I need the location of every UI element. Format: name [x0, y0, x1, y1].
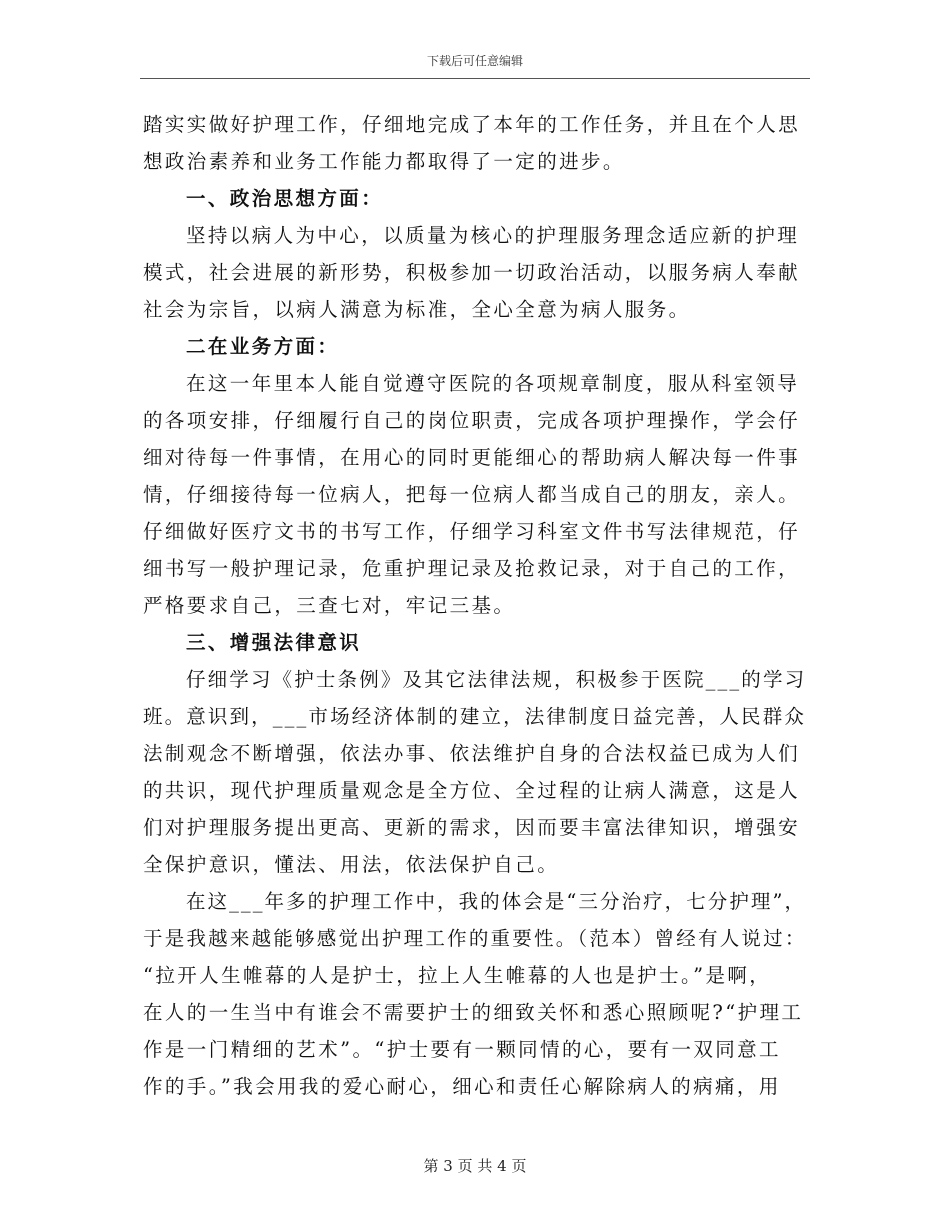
body-text-line: 情，仔细接待每一位病人，把每一位病人都当成自己的朋友，亲人。: [143, 483, 801, 506]
body-text-line: 法制观念不断增强，依法办事、依法维护自身的合法权益已成为人们: [143, 742, 801, 765]
body-text-line: 作是一门精细的艺术”。“护士要有一颗同情的心，要有一双同意工: [143, 1038, 781, 1061]
body-text-line: 班。意识到，___市场经济体制的建立，法律制度日益完善，人民群众: [143, 705, 806, 728]
section-heading: 二在业务方面：: [186, 335, 340, 358]
section-heading: 一、政治思想方面：: [186, 187, 384, 210]
section-heading: 三、增强法律意识: [186, 631, 362, 654]
body-text-line: 仔细做好医疗文书的书写工作，仔细学习科室文件书写法律规范，仔: [143, 520, 801, 543]
body-text-line: 全保护意识，懂法、用法，依法保护自己。: [143, 853, 560, 876]
page-footer: 第 3 页 共 4 页: [423, 1157, 527, 1175]
body-text-line: 模式，社会进展的新形势，积极参加一切政治活动，以服务病人奉献: [143, 261, 801, 284]
body-text-line: 们对护理服务提出更高、更新的需求，因而要丰富法律知识，增强安: [143, 816, 801, 839]
document-body: [143, 106, 808, 1105]
page-header: 下载后可任意编辑: [426, 54, 523, 68]
body-text-line: 社会为宗旨，以病人满意为标准，全心全意为病人服务。: [143, 298, 691, 321]
header-divider: [140, 78, 810, 79]
body-text-line: 细书写一般护理记录，危重护理记录及抢救记录，对于自己的工作，: [143, 557, 801, 580]
body-text-line: 坚持以病人为中心，以质量为核心的护理服务理念适应新的护理: [186, 224, 800, 247]
body-text-line: 的共识，现代护理质量观念是全方位、全过程的让病人满意，这是人: [143, 779, 801, 802]
body-text-line: 的各项安排，仔细履行自己的岗位职责，完成各项护理操作，学会仔: [143, 409, 801, 432]
body-text-line: 踏实实做好护理工作，仔细地完成了本年的工作任务，并且在个人思: [143, 113, 801, 136]
body-text-line: 作的手。”我会用我的爱心耐心，细心和责任心解除病人的病痛，用: [143, 1075, 781, 1098]
body-text-line: “拉开人生帷幕的人是护士，拉上人生帷幕的人也是护士。”是啊，: [143, 964, 772, 987]
body-text-line: 想政治素养和业务工作能力都取得了一定的进步。: [143, 150, 625, 173]
body-text-line: 细对待每一件事情，在用心的同时更能细心的帮助病人解决每一件事: [143, 446, 801, 469]
body-text-line: 在这___年多的护理工作中，我的体会是“三分治疗，七分护理”，: [186, 890, 807, 913]
body-text-line: 在人的一生当中有谁会不需要护士的细致关怀和悉心照顾呢?“护理工: [143, 1001, 804, 1024]
body-text-line: 严格要求自己，三查七对，牢记三基。: [143, 594, 516, 617]
body-text-line: 在这一年里本人能自觉遵守医院的各项规章制度，服从科室领导: [186, 372, 800, 395]
body-text-line: 于是我越来越能够感觉出护理工作的重要性。（范本）曾经有人说过：: [143, 927, 807, 950]
body-text-line: 仔细学习《护士条例》及其它法律法规，积极参于医院___的学习: [186, 668, 807, 691]
